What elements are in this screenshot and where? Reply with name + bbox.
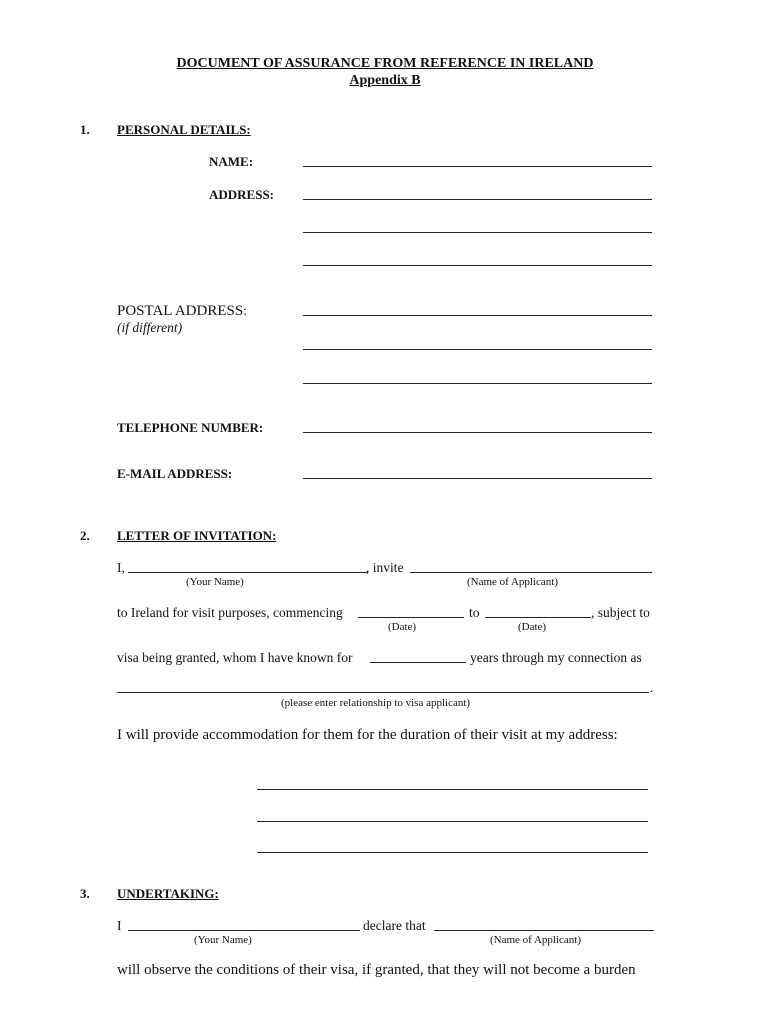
visit-line-to: to — [469, 605, 480, 620]
visit-line-end: , subject to — [591, 605, 650, 620]
telephone-label: TELEPHONE NUMBER: — [117, 420, 264, 435]
postal-field-line-2[interactable] — [303, 349, 652, 350]
undertaking-your-name-hint: (Your Name) — [194, 934, 252, 946]
postal-address-label — [117, 302, 247, 320]
name-field-line[interactable] — [303, 166, 652, 167]
years-known-field-line[interactable] — [370, 662, 466, 663]
your-name-hint: (Your Name) — [186, 576, 244, 588]
email-field-line[interactable] — [303, 478, 652, 479]
undertaking-line-start: I — [117, 918, 122, 933]
postal-address-note: (if different) — [117, 320, 183, 335]
applicant-name-field-line[interactable] — [410, 572, 652, 573]
relationship-hint: (please enter relationship to visa applicant) — [281, 697, 471, 709]
postal-address-colon: : — [243, 303, 247, 318]
accommodation-address-line-2[interactable] — [257, 821, 648, 822]
accommodation-address-line-3[interactable] — [257, 852, 648, 853]
section-1-number: 1. — [80, 122, 90, 137]
section-3-number: 3. — [80, 886, 90, 901]
end-date-field-line[interactable] — [485, 617, 591, 618]
known-line-start: visa being granted, whom I have known for — [117, 650, 353, 665]
section-1-heading: PERSONAL DETAILS: — [117, 122, 251, 137]
undertaking-your-name-field-line[interactable] — [128, 930, 360, 931]
postal-address-label-text: POSTAL ADDRESS — [117, 303, 244, 319]
undertaking-applicant-field-line[interactable] — [434, 930, 654, 931]
undertaking-line-mid: declare that — [363, 918, 426, 933]
visit-line-start: to Ireland for visit purposes, commencing — [117, 605, 343, 620]
address-field-line-2[interactable] — [303, 232, 652, 233]
address-field-line-3[interactable] — [303, 265, 652, 266]
invite-line-start: I, — [117, 560, 125, 575]
accommodation-address-line-1[interactable] — [257, 789, 648, 790]
end-date-hint: (Date) — [518, 621, 547, 633]
relationship-line-end: . — [650, 680, 654, 695]
email-label: E-MAIL ADDRESS: — [117, 466, 233, 481]
section-2-heading: LETTER OF INVITATION: — [117, 528, 277, 543]
undertaking-applicant-hint: (Name of Applicant) — [490, 934, 582, 946]
postal-field-line-1[interactable] — [303, 315, 652, 316]
address-label: ADDRESS: — [209, 187, 275, 202]
address-field-line-1[interactable] — [303, 199, 652, 200]
document-subtitle: Appendix B — [349, 73, 421, 88]
invite-line-mid: , invite — [366, 560, 404, 575]
document-title: DOCUMENT OF ASSURANCE FROM REFERENCE IN IRELAND — [176, 56, 594, 71]
postal-field-line-3[interactable] — [303, 383, 652, 384]
name-label: NAME: — [209, 154, 254, 169]
start-date-field-line[interactable] — [358, 617, 464, 618]
your-name-field-line[interactable] — [128, 572, 368, 573]
section-2-number: 2. — [80, 528, 90, 543]
telephone-field-line[interactable] — [303, 432, 652, 433]
known-line-end: years through my connection as — [470, 650, 642, 665]
section-3-heading: UNDERTAKING: — [117, 886, 219, 901]
undertaking-statement: will observe the conditions of their visa, if granted, that they will not become a burden — [117, 962, 636, 978]
accommodation-statement: I will provide accommodation for them for the duration of their visit at my address: — [117, 727, 618, 743]
relationship-field-line[interactable] — [117, 692, 649, 693]
applicant-name-hint: (Name of Applicant) — [467, 576, 559, 588]
start-date-hint: (Date) — [388, 621, 417, 633]
